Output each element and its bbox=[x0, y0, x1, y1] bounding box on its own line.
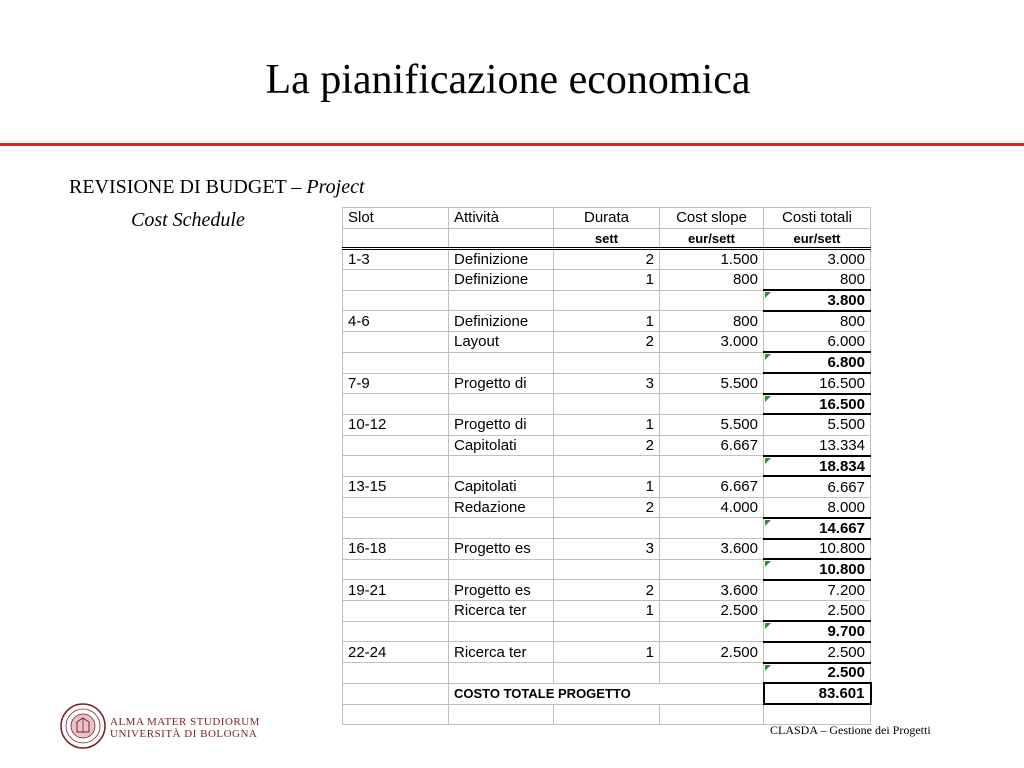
cell-cost-slope: 3.600 bbox=[660, 580, 764, 601]
university-seal-icon bbox=[60, 703, 106, 749]
cell-attivita: Progetto es bbox=[449, 580, 554, 601]
cell-subtotal: 16.500 bbox=[764, 394, 871, 415]
cell-empty bbox=[449, 290, 554, 311]
section-heading-text: REVISIONE DI BUDGET – bbox=[69, 176, 307, 198]
cell-subtotal: 6.800 bbox=[764, 352, 871, 373]
cell-slot bbox=[343, 435, 449, 456]
table-row bbox=[343, 497, 871, 518]
table-row bbox=[343, 601, 871, 622]
cell-costi-totali: 8.000 bbox=[764, 497, 871, 518]
comment-marker-icon bbox=[765, 354, 771, 360]
subtotal-row bbox=[343, 518, 871, 539]
cell-empty bbox=[449, 352, 554, 373]
cell-slot bbox=[343, 332, 449, 353]
cell-slot: 19-21 bbox=[343, 580, 449, 601]
cell-slot: 1-3 bbox=[343, 249, 449, 270]
cell-slot bbox=[343, 270, 449, 291]
cell-empty bbox=[660, 394, 764, 415]
table-row bbox=[343, 539, 871, 560]
cell-subtotal: 18.834 bbox=[764, 456, 871, 477]
cell-costi-totali: 5.500 bbox=[764, 414, 871, 435]
header-attivita: Attività bbox=[449, 208, 554, 229]
table-row bbox=[343, 311, 871, 332]
cell-durata: 2 bbox=[554, 435, 660, 456]
table-row bbox=[343, 476, 871, 497]
cell-cost-slope: 5.500 bbox=[660, 373, 764, 394]
cell-durata: 3 bbox=[554, 539, 660, 560]
cell-subtotal: 3.800 bbox=[764, 290, 871, 311]
cell-durata: 1 bbox=[554, 311, 660, 332]
header-cost-slope: Cost slope bbox=[660, 208, 764, 229]
cell-subtotal: 2.500 bbox=[764, 663, 871, 684]
table-row bbox=[343, 435, 871, 456]
cell-empty bbox=[449, 559, 554, 580]
cell-attivita: Definizione bbox=[449, 249, 554, 270]
cell-slot bbox=[343, 601, 449, 622]
cell-attivita: Layout bbox=[449, 332, 554, 353]
cell-empty bbox=[660, 518, 764, 539]
cell-costi-totali: 10.800 bbox=[764, 539, 871, 560]
cell-empty bbox=[554, 394, 660, 415]
cell-durata: 1 bbox=[554, 270, 660, 291]
table-row bbox=[343, 332, 871, 353]
comment-marker-icon bbox=[765, 292, 771, 298]
cell-cost-slope: 1.500 bbox=[660, 249, 764, 270]
comment-marker-icon bbox=[765, 520, 771, 526]
unit-cost-slope: eur/sett bbox=[660, 228, 764, 249]
total-label: COSTO TOTALE PROGETTO bbox=[449, 683, 764, 704]
subtotal-row bbox=[343, 559, 871, 580]
cell-durata: 1 bbox=[554, 476, 660, 497]
cell-durata: 1 bbox=[554, 601, 660, 622]
subtotal-row bbox=[343, 456, 871, 477]
cell-attivita: Definizione bbox=[449, 311, 554, 332]
cell-empty bbox=[449, 456, 554, 477]
cell-empty bbox=[343, 352, 449, 373]
total-row bbox=[343, 683, 871, 704]
comment-marker-icon bbox=[765, 623, 771, 629]
cell-durata: 1 bbox=[554, 414, 660, 435]
cell-cost-slope: 800 bbox=[660, 311, 764, 332]
table-row bbox=[343, 270, 871, 291]
cell-empty bbox=[660, 704, 764, 725]
cell-attivita: Redazione bbox=[449, 497, 554, 518]
cell-durata: 3 bbox=[554, 373, 660, 394]
cell-slot: 7-9 bbox=[343, 373, 449, 394]
cell-subtotal: 9.700 bbox=[764, 621, 871, 642]
table-row bbox=[343, 580, 871, 601]
cell-attivita: Definizione bbox=[449, 270, 554, 291]
cell-cost-slope: 3.600 bbox=[660, 539, 764, 560]
subtotal-row bbox=[343, 621, 871, 642]
cell-slot: 16-18 bbox=[343, 539, 449, 560]
section-heading-italic: Project bbox=[306, 176, 365, 198]
cell-empty bbox=[343, 394, 449, 415]
cell-costi-totali: 2.500 bbox=[764, 601, 871, 622]
university-logo-text bbox=[110, 716, 260, 740]
cell-durata: 2 bbox=[554, 332, 660, 353]
footer-text: CLASDA – Gestione dei Progetti bbox=[770, 723, 931, 737]
cell-empty bbox=[449, 394, 554, 415]
cell-empty bbox=[554, 456, 660, 477]
cell-empty bbox=[660, 621, 764, 642]
cell-slot: 22-24 bbox=[343, 642, 449, 663]
cell-durata: 2 bbox=[554, 497, 660, 518]
cell-costi-totali: 2.500 bbox=[764, 642, 871, 663]
title-divider bbox=[0, 143, 1024, 146]
cell-costi-totali: 6.000 bbox=[764, 332, 871, 353]
section-heading-italic-2: Cost Schedule bbox=[131, 209, 245, 231]
cell-empty bbox=[554, 559, 660, 580]
cell-attivita: Ricerca ter bbox=[449, 642, 554, 663]
cell-empty bbox=[343, 663, 449, 684]
cell-cost-slope: 4.000 bbox=[660, 497, 764, 518]
table-row bbox=[343, 642, 871, 663]
cell-empty bbox=[449, 663, 554, 684]
cell-cost-slope: 6.667 bbox=[660, 476, 764, 497]
section-heading bbox=[69, 171, 365, 237]
cell-durata: 2 bbox=[554, 580, 660, 601]
cell-total: 83.601 bbox=[764, 683, 871, 704]
subtotal-row bbox=[343, 394, 871, 415]
comment-marker-icon bbox=[765, 665, 771, 671]
cell-cost-slope: 2.500 bbox=[660, 601, 764, 622]
logo-line-1: ALMA MATER STUDIORUM bbox=[110, 716, 260, 728]
cell-cost-slope: 800 bbox=[660, 270, 764, 291]
cell-empty bbox=[343, 683, 449, 704]
cell-attivita: Capitolati bbox=[449, 435, 554, 456]
cell-empty bbox=[660, 290, 764, 311]
table-header-row bbox=[343, 208, 871, 229]
header-slot: Slot bbox=[343, 208, 449, 229]
comment-marker-icon bbox=[765, 458, 771, 464]
comment-marker-icon bbox=[765, 396, 771, 402]
cell-empty bbox=[449, 704, 554, 725]
table-row bbox=[343, 414, 871, 435]
cell-attivita: Progetto di bbox=[449, 373, 554, 394]
subtotal-row bbox=[343, 663, 871, 684]
cell-durata: 2 bbox=[554, 249, 660, 270]
cell-empty bbox=[660, 663, 764, 684]
cell-costi-totali: 13.334 bbox=[764, 435, 871, 456]
unit-attivita bbox=[449, 228, 554, 249]
table-row bbox=[343, 373, 871, 394]
cell-subtotal: 14.667 bbox=[764, 518, 871, 539]
cell-cost-slope: 3.000 bbox=[660, 332, 764, 353]
cell-cost-slope: 5.500 bbox=[660, 414, 764, 435]
cell-costi-totali: 800 bbox=[764, 270, 871, 291]
cell-empty bbox=[449, 518, 554, 539]
cell-empty bbox=[554, 518, 660, 539]
cell-empty bbox=[660, 352, 764, 373]
cost-schedule-table bbox=[342, 207, 872, 725]
cell-attivita: Progetto di bbox=[449, 414, 554, 435]
cell-subtotal: 10.800 bbox=[764, 559, 871, 580]
cell-empty bbox=[343, 621, 449, 642]
cell-empty bbox=[554, 621, 660, 642]
comment-marker-icon bbox=[765, 561, 771, 567]
cell-attivita: Ricerca ter bbox=[449, 601, 554, 622]
slide-title: La pianificazione economica bbox=[265, 57, 751, 103]
unit-durata: sett bbox=[554, 228, 660, 249]
cell-costi-totali: 16.500 bbox=[764, 373, 871, 394]
subtotal-row bbox=[343, 290, 871, 311]
cell-empty bbox=[554, 290, 660, 311]
cell-empty bbox=[343, 704, 449, 725]
header-durata: Durata bbox=[554, 208, 660, 229]
cell-costi-totali: 3.000 bbox=[764, 249, 871, 270]
cell-empty bbox=[343, 518, 449, 539]
cell-empty bbox=[764, 704, 871, 725]
table-row bbox=[343, 249, 871, 270]
unit-costi-totali: eur/sett bbox=[764, 228, 871, 249]
unit-slot bbox=[343, 228, 449, 249]
cell-empty bbox=[554, 663, 660, 684]
cell-empty bbox=[449, 621, 554, 642]
table-row bbox=[343, 704, 871, 725]
cell-cost-slope: 6.667 bbox=[660, 435, 764, 456]
cell-slot bbox=[343, 497, 449, 518]
cell-empty bbox=[660, 559, 764, 580]
cell-attivita: Progetto es bbox=[449, 539, 554, 560]
cell-empty bbox=[554, 352, 660, 373]
cell-slot: 13-15 bbox=[343, 476, 449, 497]
subtotal-row bbox=[343, 352, 871, 373]
cell-attivita: Capitolati bbox=[449, 476, 554, 497]
cell-empty bbox=[554, 704, 660, 725]
cell-costi-totali: 7.200 bbox=[764, 580, 871, 601]
table-units-row bbox=[343, 228, 871, 249]
cell-costi-totali: 6.667 bbox=[764, 476, 871, 497]
header-costi-totali: Costi totali bbox=[764, 208, 871, 229]
cell-slot: 4-6 bbox=[343, 311, 449, 332]
cell-cost-slope: 2.500 bbox=[660, 642, 764, 663]
cell-slot: 10-12 bbox=[343, 414, 449, 435]
cell-costi-totali: 800 bbox=[764, 311, 871, 332]
cell-durata: 1 bbox=[554, 642, 660, 663]
cell-empty bbox=[343, 290, 449, 311]
cell-empty bbox=[343, 456, 449, 477]
cell-empty bbox=[343, 559, 449, 580]
logo-line-2: UNIVERSITÀ DI BOLOGNA bbox=[110, 728, 258, 740]
cell-empty bbox=[660, 456, 764, 477]
